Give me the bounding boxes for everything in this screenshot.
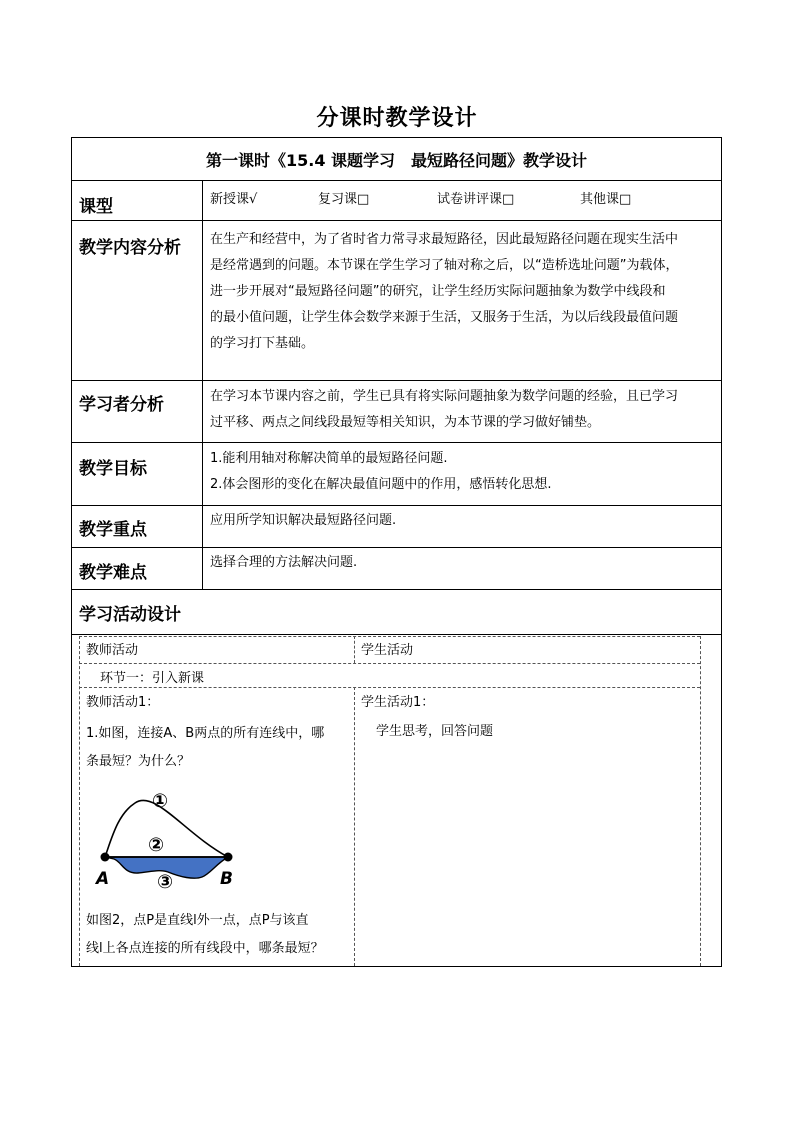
content-analysis-line: 的最小值问题，让学生体会数学来源于生活，又服务于生活，为以后线段最值问题 bbox=[210, 310, 679, 325]
question-2 bbox=[86, 907, 351, 963]
course-type-option-exam-review: 试卷讲评课□ bbox=[437, 192, 515, 207]
column-divider bbox=[202, 180, 203, 589]
question-1-line: 条最短？为什么？ bbox=[86, 754, 191, 769]
student-activity-header: 学生活动 bbox=[361, 643, 414, 658]
student-activity-text: 学生思考，回答问题 bbox=[376, 724, 494, 739]
key-points-label: 教学重点 bbox=[79, 520, 147, 540]
course-type-option-review: 复习课□ bbox=[318, 192, 370, 207]
activity-table-border bbox=[354, 687, 355, 966]
activity-table-border bbox=[79, 687, 700, 688]
objective-item: 2.体会图形的变化在解决最值问题中的作用，感悟转化思想. bbox=[210, 477, 552, 492]
row-divider bbox=[71, 634, 722, 635]
difficulties-text: 选择合理的方法解决问题. bbox=[210, 555, 358, 570]
activity-table-border bbox=[79, 636, 80, 966]
question-1 bbox=[86, 720, 351, 776]
row-divider bbox=[71, 180, 722, 181]
course-type-option-new: 新授课√ bbox=[210, 192, 258, 207]
question-1-line: 1.如图，连接A、B两点的所有连线中，哪 bbox=[86, 726, 325, 741]
learner-analysis-line: 在学习本节课内容之前，学生已具有将实际问题抽象为数学问题的经验，且已学习 bbox=[210, 389, 679, 404]
activity-table-border bbox=[79, 663, 700, 664]
label-path-3: ③ bbox=[157, 871, 174, 892]
row-divider bbox=[71, 220, 722, 221]
content-analysis-line: 是经常遇到的问题。本节课在学生学习了轴对称之后，以“造桥选址问题”为载体， bbox=[210, 258, 679, 273]
content-analysis-line: 在生产和经营中，为了省时省力常寻求最短路径，因此最短路径问题在现实生活中 bbox=[210, 232, 679, 247]
row-divider bbox=[71, 505, 722, 506]
point-b-dot bbox=[224, 853, 233, 862]
student-activity-title: 学生活动1： bbox=[361, 695, 435, 710]
teacher-activity-title: 教师活动1： bbox=[86, 695, 160, 710]
objective-item: 1.能利用轴对称解决简单的最短路径问题. bbox=[210, 451, 448, 466]
row-divider bbox=[71, 380, 722, 381]
teacher-activity-header: 教师活动 bbox=[86, 643, 139, 658]
activity-table-border bbox=[354, 636, 355, 663]
objectives-label: 教学目标 bbox=[79, 459, 147, 479]
content-analysis-line: 进一步开展对“最短路径问题”的研究，让学生经历实际问题抽象为数学中线段和 bbox=[210, 284, 666, 299]
activity-table-border bbox=[79, 636, 700, 637]
learner-analysis-label: 学习者分析 bbox=[79, 395, 164, 415]
label-point-b: B bbox=[220, 869, 233, 889]
label-point-a: A bbox=[96, 869, 110, 889]
content-analysis-label: 教学内容分析 bbox=[79, 238, 181, 258]
key-points-text: 应用所学知识解决最短路径问题. bbox=[210, 513, 397, 528]
lesson-title: 第一课时《15.4 课题学习 最短路径问题》教学设计 bbox=[205, 151, 588, 170]
section-heading: 环节一：引入新课 bbox=[100, 671, 205, 686]
shortest-path-figure bbox=[90, 784, 250, 892]
objectives-text bbox=[210, 446, 718, 498]
page-title: 分课时教学设计 bbox=[316, 106, 478, 131]
learner-analysis-line: 过平移、两点之间线段最短等相关知识，为本节课的学习做好铺垫。 bbox=[210, 415, 601, 430]
row-divider bbox=[71, 442, 722, 443]
row-divider bbox=[71, 547, 722, 548]
course-type-option-other: 其他课□ bbox=[580, 192, 632, 207]
question-2-line: 如图2，点P是直线l外一点，点P与该直 bbox=[86, 913, 309, 928]
activity-table-border bbox=[700, 636, 701, 966]
row-divider bbox=[71, 589, 722, 590]
point-a-dot bbox=[101, 853, 110, 862]
content-analysis-text bbox=[210, 227, 718, 357]
label-path-1: ① bbox=[152, 790, 169, 812]
learner-analysis-text bbox=[210, 384, 718, 436]
label-path-2: ② bbox=[148, 834, 165, 856]
question-2-line: 线l上各点连接的所有线段中，哪条最短？ bbox=[86, 941, 324, 956]
course-type-label: 课型 bbox=[79, 197, 113, 217]
activity-design-label: 学习活动设计 bbox=[79, 605, 181, 625]
content-analysis-line: 的学习打下基础。 bbox=[210, 336, 315, 351]
difficulties-label: 教学难点 bbox=[79, 563, 147, 583]
